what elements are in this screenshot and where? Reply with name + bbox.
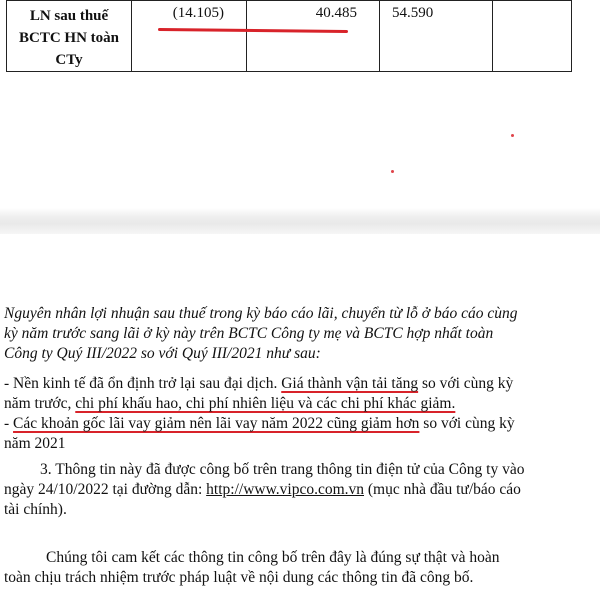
page-break: [0, 208, 600, 234]
annotation-dot: [511, 134, 514, 137]
reason-line-3: Công ty Quý III/2022 so với Quý III/2021 như sau:: [4, 345, 321, 362]
bullet-2-highlight: Các khoản gốc lãi vay giảm nên lãi vay năm 2022 cũng giảm hơn: [13, 415, 420, 432]
bullet-1-line-2: [4, 394, 596, 414]
reason-line-1: Nguyên nhân lợi nhuận sau thuế trong kỳ báo cáo lãi, chuyển từ lỗ ở báo cáo cùng: [4, 305, 518, 322]
value-cell-4: [493, 1, 572, 72]
item-3-line-3: tài chính).: [4, 501, 67, 518]
profit-table: [6, 0, 572, 72]
bullet-2-prefix: -: [4, 415, 14, 432]
commitment-line-2: toàn chịu trách nhiệm trước pháp luật về nội dung các thông tin đã công bố.: [4, 569, 474, 586]
bullet-2-line-2: năm 2021: [4, 435, 66, 452]
item-3-line-2-after: (mục nhà đầu tư/báo cáo: [364, 481, 521, 498]
row-label-cell: [7, 1, 132, 72]
value-cell-2: 40.485: [247, 1, 380, 72]
item-3-line-2: [4, 480, 596, 500]
reason-paragraph: [4, 304, 596, 364]
item-3-paragraph: [4, 460, 596, 520]
bullet-1-tail: so với cùng kỳ: [418, 375, 514, 392]
item-3-line-2-before: ngày 24/10/2022 tại đường dẫn:: [4, 481, 207, 498]
bullet-1-line-1: [4, 374, 596, 394]
bullet-1-line-2-highlight: chi phí khấu hao, chi phí nhiên liệu và các chi phí khác giảm.: [75, 395, 456, 412]
commitment-paragraph: [4, 548, 596, 588]
value-cell-3: 54.590: [380, 1, 493, 72]
reason-line-2: kỳ năm trước sang lãi ở kỳ này trên BCTC Công ty mẹ và BCTC hợp nhất toàn: [4, 325, 494, 342]
bullet-2-line-1: [4, 414, 596, 434]
row-label-line-3: CTy: [55, 52, 83, 68]
row-label-line-2: BCTC HN toàn: [18, 30, 119, 46]
bullet-2-tail: so với cùng kỳ: [419, 415, 515, 432]
commitment-line-1: Chúng tôi cam kết các thông tin công bố trên đây là đúng sự thật và hoàn: [46, 549, 500, 566]
table-row: [7, 1, 572, 72]
bullet-1-line-2-text: năm trước,: [4, 395, 76, 412]
item-3-line-1: 3. Thông tin này đã được công bố trên trang thông tin điện tử của Công ty vào: [40, 461, 525, 478]
value-cell-1: (14.105): [132, 1, 247, 72]
row-label-line-1: LN sau thuế: [29, 8, 109, 24]
vipco-website-link[interactable]: http://www.vipco.com.vn: [206, 481, 365, 498]
bullet-1-text: - Nền kinh tế đã ổn định trở lại sau đại dịch.: [4, 375, 282, 392]
annotation-dot: [391, 170, 394, 173]
bullet-list: [4, 374, 596, 454]
bullet-1-highlight: Giá thành vận tải tăng: [281, 375, 419, 392]
